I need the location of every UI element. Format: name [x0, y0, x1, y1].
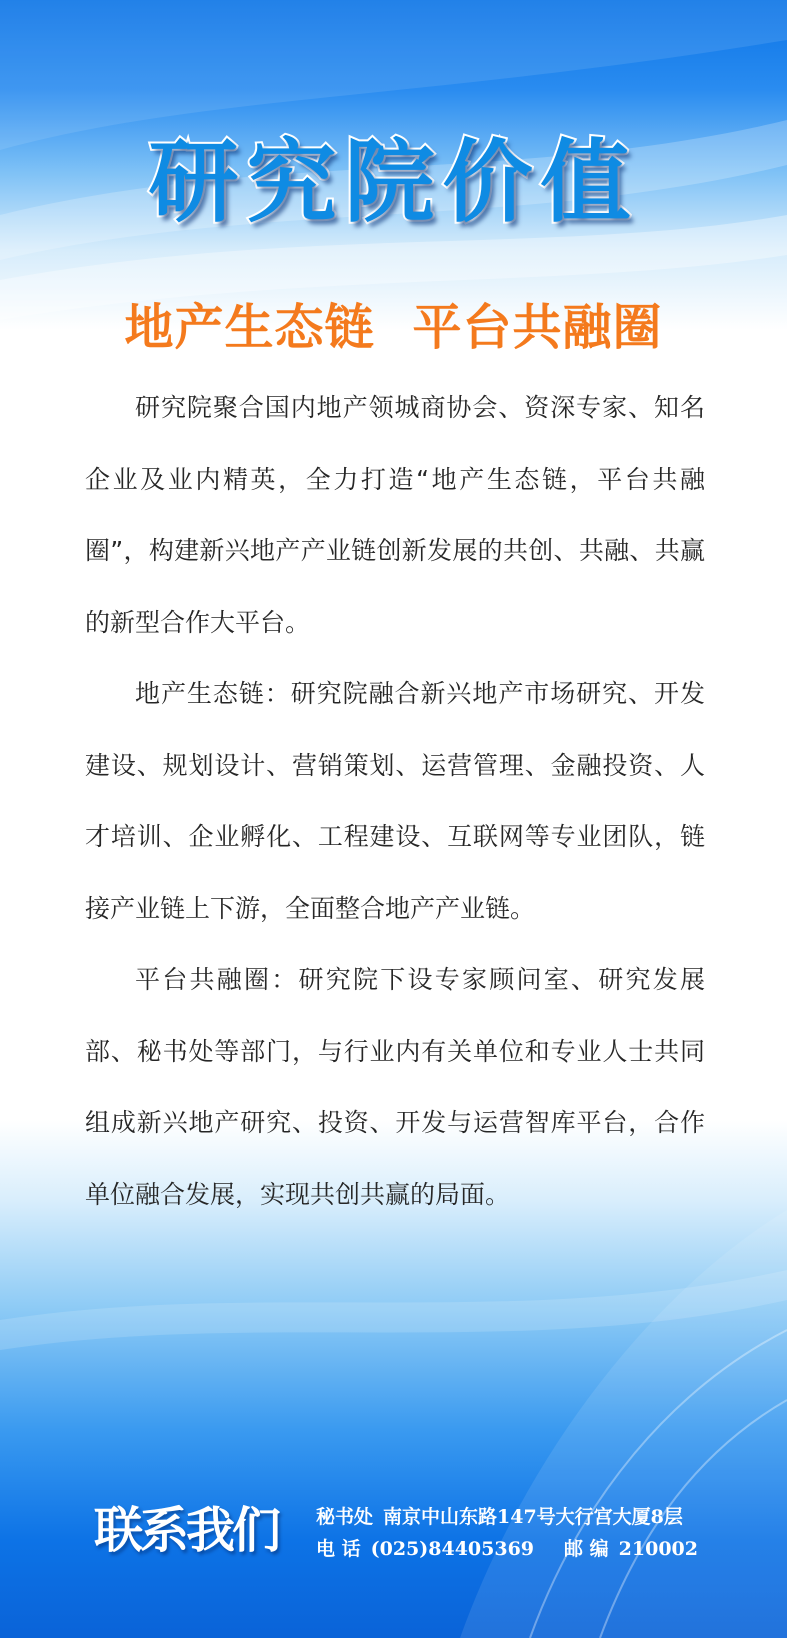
address-text: 南京中山东路147号大行宫大厦8层 [383, 1506, 683, 1528]
phone-label: 电 话 [316, 1538, 361, 1560]
contact-address-line [316, 1502, 683, 1529]
office-label: 秘书处 [316, 1506, 374, 1528]
postcode-value: 210002 [618, 1538, 698, 1560]
contact-heading: 联系我们 [94, 1502, 279, 1559]
page-title: 研究院价值 [148, 130, 639, 235]
postcode-label: 邮 编 [564, 1538, 609, 1560]
paragraph-eco-chain: 地产生态链：研究院融合新兴地产市场研究、开发建设、规划设计、营销策划、运营管理、金融投资、人才培训、企业孵化、工程建设、互联网等专业团队，链接产业链上下游，全面整合地产产业链。 [85, 679, 705, 923]
contact-phone-line [316, 1534, 698, 1561]
phone-number: (025)84405369 [370, 1538, 535, 1560]
contact-section [0, 1488, 787, 1578]
paragraph-platform: 平台共融圈：研究院下设专家顾问室、研究发展部、秘书处等部门，与行业内有关单位和专业人士共同组成新兴地产研究、投资、开发与运营智库平台，合作单位融合发展，实现共创共赢的局面。 [85, 965, 705, 1209]
page-subtitle: 地产生态链 平台共融圈 [124, 299, 663, 356]
body-text [85, 372, 705, 1230]
paragraph-intro: 研究院聚合国内地产领城商协会、资深专家、知名企业及业内精英，全力打造“地产生态链，平台共融圈”，构建新兴地产产业链创新发展的共创、共融、共赢的新型合作大平台。 [85, 393, 705, 637]
